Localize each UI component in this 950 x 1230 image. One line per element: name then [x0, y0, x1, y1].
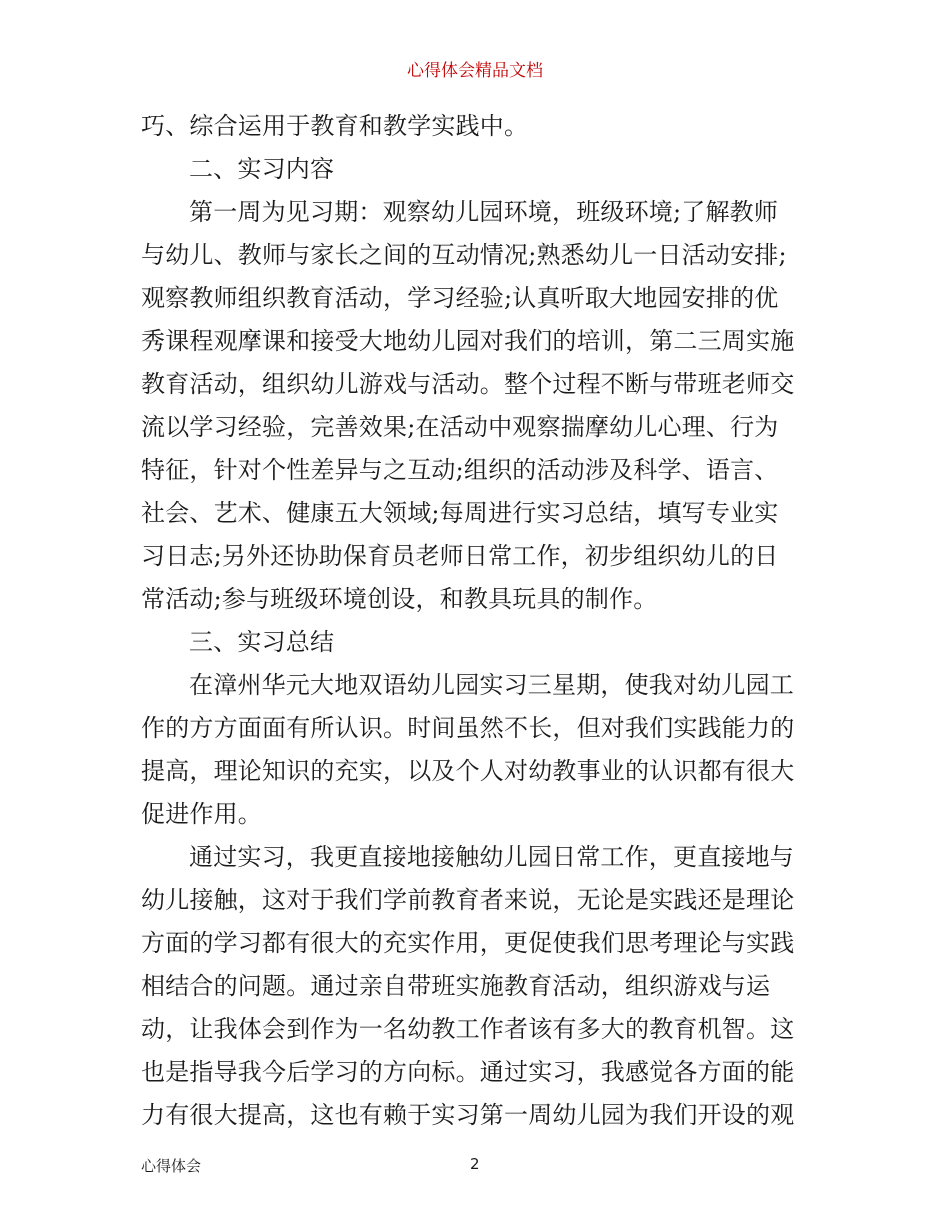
text-line: 社会、艺术、健康五大领域;每周进行实习总结，填写专业实 [141, 499, 779, 527]
text-line: 提高，理论知识的充实，以及个人对幼教事业的认识都有很大 [141, 757, 795, 785]
text-line: 作的方方面面有所认识。时间虽然不长，但对我们实践能力的 [141, 714, 795, 742]
text-line: 二、实习内容 [189, 155, 335, 183]
text-line: 与幼儿、教师与家长之间的互动情况;熟悉幼儿一日活动安排; [141, 241, 787, 269]
text-line: 巧、综合运用于教育和教学实践中。 [141, 112, 529, 140]
text-line: 三、实习总结 [189, 628, 335, 656]
text-line: 常活动;参与班级环境创设，和教具玩具的制作。 [141, 585, 658, 613]
document-body [141, 105, 813, 1137]
text-line: 幼儿接触，这对于我们学前教育者来说，无论是实践还是理论 [141, 886, 795, 914]
text-line: 动，让我体会到作为一名幼教工作者该有多大的教育机智。这 [141, 1015, 795, 1043]
text-line: 习日志;另外还协助保育员老师日常工作，初步组织幼儿的日 [141, 542, 779, 570]
text-line: 通过实习，我更直接地接触幼儿园日常工作，更直接地与 [189, 843, 794, 871]
text-line: 促进作用。 [141, 800, 262, 828]
text-line: 方面的学习都有很大的充实作用，更促使我们思考理论与实践 [141, 929, 795, 957]
text-line: 流以学习经验，完善效果;在活动中观察揣摩幼儿心理、行为 [141, 413, 779, 441]
text-line: 在漳州华元大地双语幼儿园实习三星期，使我对幼儿园工 [189, 671, 794, 699]
text-line: 力有很大提高，这也有赖于实习第一周幼儿园为我们开设的观 [141, 1101, 795, 1129]
text-line: 观察教师组织教育活动，学习经验;认真听取大地园安排的优 [141, 284, 779, 312]
text-line: 也是指导我今后学习的方向标。通过实习，我感觉各方面的能 [141, 1058, 795, 1086]
text-line: 特征，针对个性差异与之互动;组织的活动涉及科学、语言、 [141, 456, 779, 484]
text-line: 教育活动，组织幼儿游戏与活动。整个过程不断与带班老师交 [141, 370, 795, 398]
footer-label: 心得体会 [141, 1157, 202, 1175]
text-line: 秀课程观摩课和接受大地幼儿园对我们的培训，第二三周实施 [141, 327, 795, 355]
document-header-title: 心得体会精品文档 [407, 61, 543, 81]
text-line: 相结合的问题。通过亲自带班实施教育活动，组织游戏与运 [141, 972, 771, 1000]
text-line: 第一周为见习期：观察幼儿园环境，班级环境;了解教师 [189, 198, 779, 226]
page-number: 2 [470, 1155, 480, 1173]
